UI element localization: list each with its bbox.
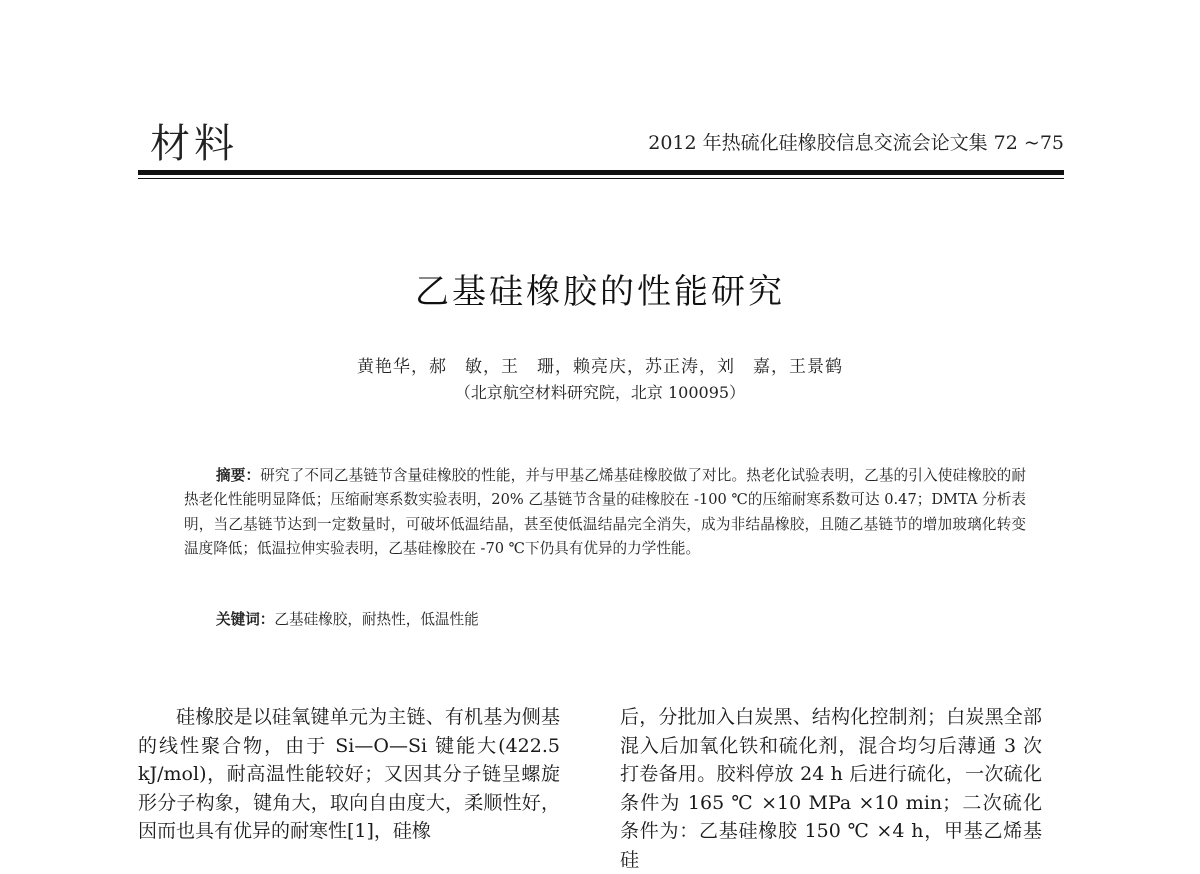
keywords-text: 乙基硅橡胶，耐热性，低温性能 [274,611,479,628]
journal-section-label: 材料 [150,121,238,167]
body-column-left [138,703,560,846]
abstract-label: 摘要： [216,467,261,484]
paper-title: 乙基硅橡胶的性能研究 [415,272,785,312]
abstract-text: 研究了不同乙基链节含量硅橡胶的性能，并与甲基乙烯基硅橡胶做了对比。热老化试验表明，乙基的引入使硅橡胶的耐热老化性能明显降低；压缩耐寒系数实验表明，20% 乙基链节含量的硅橡胶在 -100 ℃的压缩耐寒系数可达 0.47；DMTA 分析表明，当乙基链节达到一定数量时，可破坏低温结晶，甚至使低温结晶完全消失，成为非结晶橡胶，且随乙基链节的增加玻璃化转变温度降低；低温拉伸实验表明，乙基硅橡胶在 -70 ℃下仍具有优异的力学性能。 [184,467,1026,557]
header-rule-thin [138,178,1064,179]
body-paragraph: 硅橡胶是以硅氧键单元为主链、有机基为侧基的线性聚合物，由于 Si—O—Si 键能大(422.5 kJ/mol)，耐高温性能较好；又因其分子链呈螺旋形分子构象，键角大，取向自由度大，柔顺性好，因而也具有优异的耐寒性[1]，硅橡 [138,706,560,842]
paper-affiliation: （北京航空材料研究院，北京 100095） [454,383,746,402]
paper-authors: 黄艳华，郝 敏，王 珊，赖亮庆，苏正涛，刘 嘉，王景鹤 [357,357,843,377]
keywords-label: 关键词： [216,611,275,628]
proceedings-info: 2012 年热硫化硅橡胶信息交流会论文集 72 ~75 [648,132,1064,154]
abstract [184,464,1026,561]
header-rule-thick [138,170,1064,175]
keywords [216,608,479,629]
body-paragraph: 后，分批加入白炭黑、结构化控制剂；白炭黑全部混入后加氧化铁和硫化剂，混合均匀后薄通 3 次打卷备用。胶料停放 24 h 后进行硫化，一次硫化条件为 165 ℃ ×10 MPa ×10 min；二次硫化条件为：乙基硅橡胶 150 ℃ ×4 h，甲基乙烯基硅 [620,706,1042,871]
body-column-right [620,703,1042,874]
